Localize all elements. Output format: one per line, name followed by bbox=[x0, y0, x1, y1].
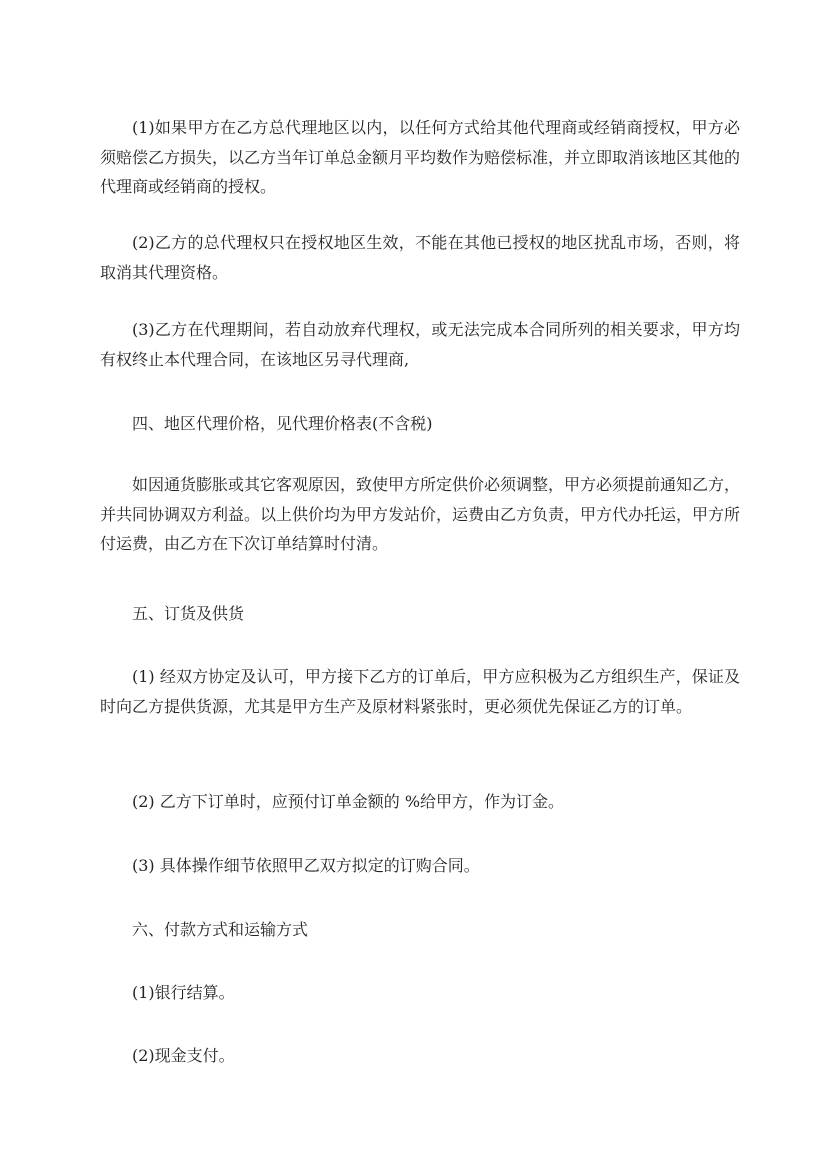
clause-order-contract: (3) 具体操作细节依照甲乙双方拟定的订购合同。 bbox=[132, 856, 480, 875]
clause-price-adjustment: 如因通货膨胀或其它客观原因，致使甲方所定供价必须调整，甲方必须提前通知乙方，并共同协调双方利益。以上供价均为甲方发站价，运费由乙方负责，甲方代办托运，甲方所付运费，由乙方在下次订单结算时付清。 bbox=[100, 475, 741, 553]
section-heading-ordering: 五、订货及供货 bbox=[132, 604, 245, 623]
section-heading-payment: 六、付款方式和运输方式 bbox=[132, 920, 309, 939]
clause-authorized-region: (2)乙方的总代理权只在授权地区生效，不能在其他已授权的地区扰乱市场，否则，将取消其代理资格。 bbox=[100, 233, 740, 282]
clause-cash-payment: (2)现金支付。 bbox=[132, 1046, 235, 1065]
clause-termination: (3)乙方在代理期间，若自动放弃代理权，或无法完成本合同所列的相关要求，甲方均有权终止本代理合同，在该地区另寻代理商, bbox=[100, 320, 740, 369]
section-heading-pricing: 四、地区代理价格，见代理价格表(不含税) bbox=[132, 414, 433, 433]
clause-exclusive-territory: (1)如果甲方在乙方总代理地区以内，以任何方式给其他代理商或经销商授权，甲方必须赔偿乙方损失，以乙方当年订单总金额月平均数作为赔偿标准，并立即取消该地区其他的代理商或经销商的授权。 bbox=[100, 118, 741, 196]
clause-bank-settlement: (1)银行结算。 bbox=[132, 983, 235, 1002]
clause-deposit: (2) 乙方下订单时，应预付订单金额的 %给甲方，作为订金。 bbox=[132, 792, 565, 811]
clause-order-supply: (1) 经双方协定及认可，甲方接下乙方的订单后，甲方应积极为乙方组织生产，保证及时向乙方提供货源，尤其是甲方生产及原材料紧张时，更必须优先保证乙方的订单。 bbox=[100, 667, 740, 716]
